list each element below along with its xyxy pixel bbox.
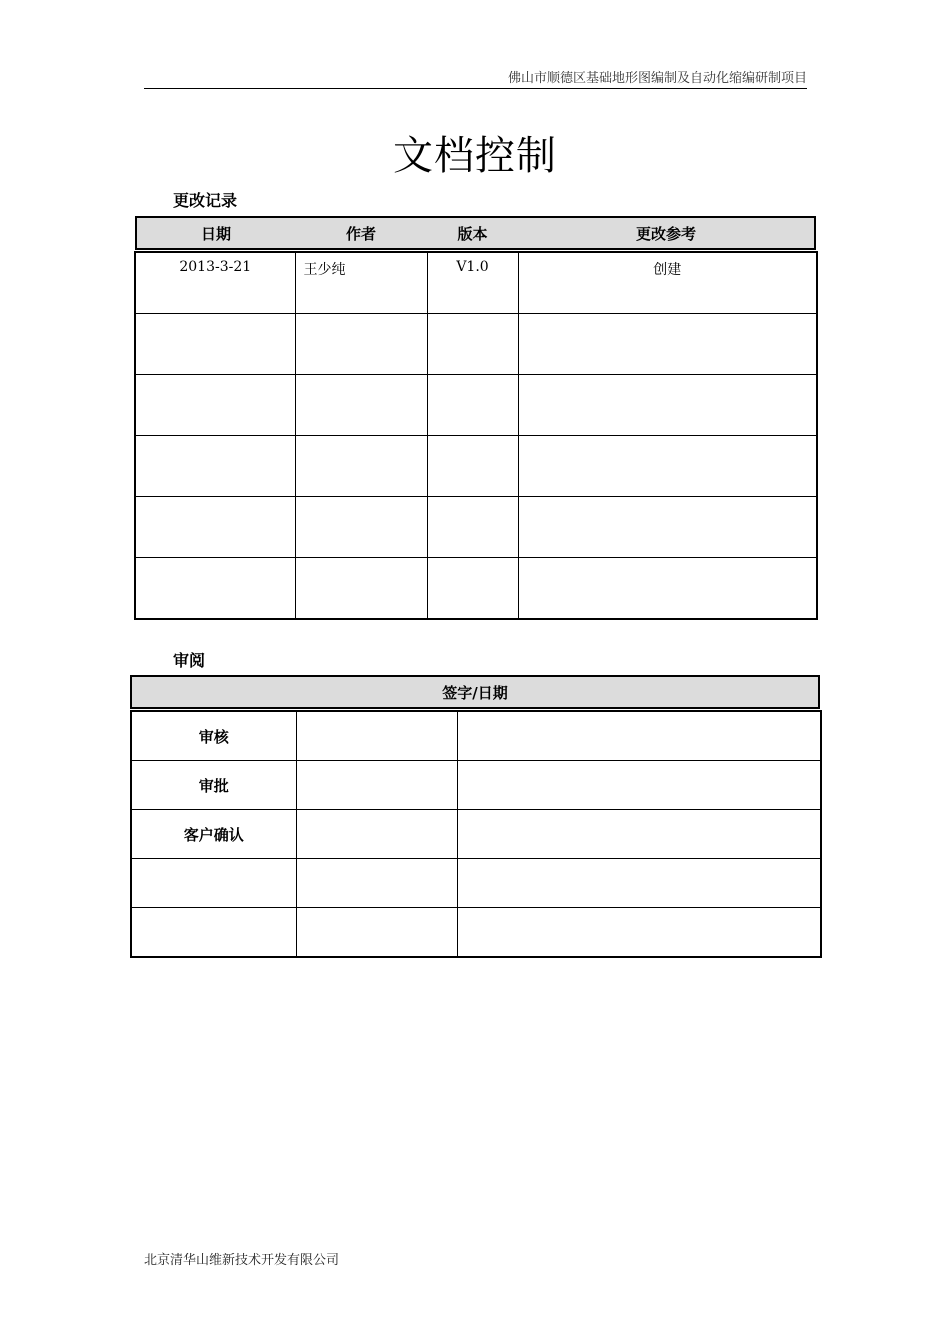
- cell-version[interactable]: V1.0: [427, 252, 518, 314]
- cell-version[interactable]: [427, 436, 518, 497]
- cell-notes[interactable]: [518, 436, 817, 497]
- signature-cell[interactable]: [296, 711, 457, 761]
- table-row: [135, 252, 817, 314]
- review-role: 审核: [131, 711, 296, 761]
- table-row: [135, 314, 817, 375]
- cell-notes[interactable]: 创建: [518, 252, 817, 314]
- column-header-date: 日期: [200, 224, 231, 243]
- project-name: 佛山市顺德区基础地形图编制及自动化缩编研制项目: [507, 71, 807, 86]
- date-cell[interactable]: [457, 859, 821, 908]
- cell-author[interactable]: 王少纯: [295, 252, 427, 314]
- signature-cell[interactable]: [296, 761, 457, 810]
- change-log-label: 更改记录: [173, 191, 238, 210]
- column-header-notes: 更改参考: [635, 224, 696, 243]
- cell-version[interactable]: [427, 497, 518, 558]
- cell-notes[interactable]: [518, 375, 817, 436]
- cell-author[interactable]: [295, 436, 427, 497]
- date-cell[interactable]: [457, 711, 821, 761]
- cell-date[interactable]: [135, 558, 295, 620]
- review-label: 审阅: [173, 651, 206, 670]
- company-footer: 北京清华山维新技术开发有限公司: [144, 1253, 340, 1268]
- table-row: [131, 908, 821, 958]
- review-role: 客户确认: [131, 810, 296, 859]
- cell-author[interactable]: [295, 375, 427, 436]
- change-log-header: [135, 216, 816, 250]
- table-row: [131, 711, 821, 761]
- date-cell[interactable]: [457, 908, 821, 958]
- cell-author[interactable]: [295, 558, 427, 620]
- column-header-author: 作者: [345, 224, 376, 243]
- change-log-table: [134, 251, 818, 620]
- table-row: [135, 497, 817, 558]
- table-row: [135, 436, 817, 497]
- table-row: [131, 810, 821, 859]
- signature-cell[interactable]: [296, 859, 457, 908]
- cell-date[interactable]: [135, 314, 295, 375]
- page-header: [144, 64, 807, 89]
- date-cell[interactable]: [457, 810, 821, 859]
- review-role: [131, 908, 296, 958]
- table-row: [135, 375, 817, 436]
- signature-cell[interactable]: [296, 810, 457, 859]
- cell-version[interactable]: [427, 314, 518, 375]
- cell-date[interactable]: [135, 436, 295, 497]
- cell-author[interactable]: [295, 497, 427, 558]
- table-row: [135, 558, 817, 620]
- cell-notes[interactable]: [518, 558, 817, 620]
- review-role: [131, 859, 296, 908]
- date-cell[interactable]: [457, 761, 821, 810]
- review-header: 签字/日期: [130, 675, 820, 709]
- column-header-version: 版本: [457, 224, 488, 243]
- cell-version[interactable]: [427, 558, 518, 620]
- cell-date[interactable]: [135, 497, 295, 558]
- table-row: [131, 859, 821, 908]
- cell-notes[interactable]: [518, 314, 817, 375]
- document-title: 文档控制: [393, 133, 557, 179]
- cell-date[interactable]: 2013-3-21: [135, 252, 295, 314]
- cell-date[interactable]: [135, 375, 295, 436]
- review-table: [130, 710, 822, 958]
- signature-cell[interactable]: [296, 908, 457, 958]
- cell-author[interactable]: [295, 314, 427, 375]
- review-role: 审批: [131, 761, 296, 810]
- table-row: [131, 761, 821, 810]
- cell-notes[interactable]: [518, 497, 817, 558]
- cell-version[interactable]: [427, 375, 518, 436]
